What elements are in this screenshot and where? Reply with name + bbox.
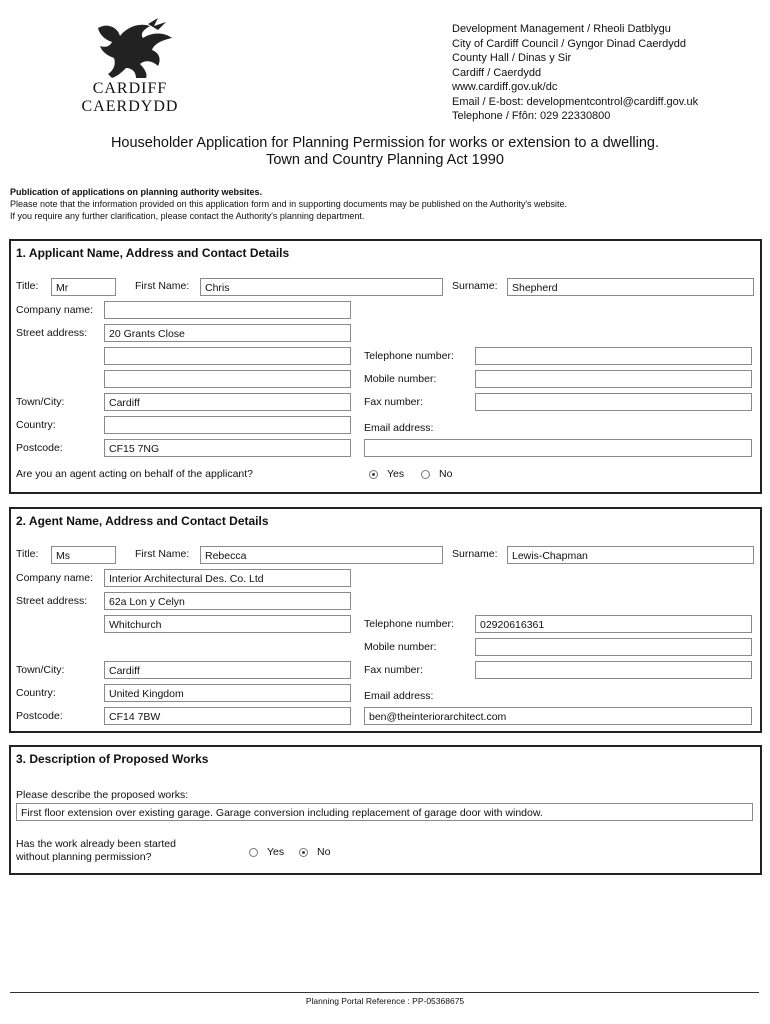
street-field-2[interactable]: Whitchurch bbox=[104, 615, 351, 633]
started-no-radio[interactable] bbox=[299, 848, 308, 857]
country-label: Country: bbox=[16, 419, 56, 431]
started-question-line: without planning permission? bbox=[16, 851, 152, 863]
notice-line: Please note that the information provided on this application form and in supporting documents may be published on the Authority's website. bbox=[10, 199, 568, 209]
logo-text-caerdydd: CAERDYDD bbox=[81, 98, 179, 115]
notice-line: If you require any further clarification, please contact the Authority's planning department. bbox=[10, 211, 365, 221]
form-title-line1: Householder Application for Planning Permission for works or extension to a dwelling. bbox=[110, 135, 660, 151]
describe-label: Please describe the proposed works: bbox=[16, 789, 189, 801]
started-no-label: No bbox=[317, 846, 331, 858]
agent-yes-label: Yes bbox=[387, 468, 405, 480]
started-yes-label: Yes bbox=[267, 846, 285, 858]
telephone-label: Telephone number: bbox=[364, 350, 454, 362]
form-title-line2: Town and Country Planning Act 1990 bbox=[266, 152, 504, 168]
street-field-2[interactable] bbox=[104, 347, 351, 365]
agent-section bbox=[9, 507, 762, 733]
first-name-label: First Name: bbox=[135, 280, 190, 292]
email-field[interactable] bbox=[364, 439, 752, 457]
street-label: Street address: bbox=[16, 595, 88, 607]
fax-label: Fax number: bbox=[364, 396, 423, 408]
mobile-label: Mobile number: bbox=[364, 373, 437, 385]
contact-line[interactable]: www.cardiff.gov.uk/dc bbox=[452, 81, 558, 93]
notice-heading: Publication of applications on planning authority websites. bbox=[10, 187, 263, 197]
town-field[interactable]: Cardiff bbox=[104, 393, 351, 411]
company-label: Company name: bbox=[16, 572, 94, 584]
contact-line: City of Cardiff Council / Gyngor Dinad Caerdydd bbox=[452, 37, 686, 50]
agent-question: Are you an agent acting on behalf of the applicant? bbox=[16, 468, 254, 480]
email-field[interactable]: ben@theinteriorarchitect.com bbox=[364, 707, 752, 725]
title-label: Title: bbox=[16, 280, 39, 292]
describe-field[interactable]: First floor extension over existing garage. Garage conversion including replacement of garage door with window. bbox=[16, 803, 753, 821]
fax-label: Fax number: bbox=[364, 664, 423, 676]
title-field[interactable]: Mr bbox=[51, 278, 116, 296]
agent-yes-radio[interactable] bbox=[369, 470, 378, 479]
section-title: 2. Agent Name, Address and Contact Details bbox=[16, 514, 269, 528]
started-yes-radio[interactable] bbox=[249, 848, 258, 857]
postcode-label: Postcode: bbox=[16, 710, 63, 722]
contact-line: Telephone / Ffôn: 029 22330800 bbox=[452, 110, 611, 122]
contact-line: Cardiff / Caerdydd bbox=[452, 66, 542, 79]
town-label: Town/City: bbox=[16, 396, 65, 408]
town-field[interactable]: Cardiff bbox=[104, 661, 351, 679]
portal-reference: Planning Portal Reference : PP-05368675 bbox=[305, 996, 465, 1006]
mobile-field[interactable] bbox=[475, 370, 752, 388]
street-field-1[interactable]: 20 Grants Close bbox=[104, 324, 351, 342]
mobile-field[interactable] bbox=[475, 638, 752, 656]
street-label: Street address: bbox=[16, 327, 88, 339]
fax-field[interactable] bbox=[475, 393, 752, 411]
fax-field[interactable] bbox=[475, 661, 752, 679]
email-label: Email address: bbox=[364, 422, 434, 434]
street-field-3[interactable] bbox=[104, 370, 351, 388]
council-logo bbox=[70, 18, 200, 118]
country-field[interactable]: United Kingdom bbox=[104, 684, 351, 702]
email-label: Email address: bbox=[364, 690, 434, 702]
telephone-field[interactable] bbox=[475, 347, 752, 365]
contact-details bbox=[452, 22, 698, 124]
contact-line[interactable]: Email / E-bost: developmentcontrol@cardiff.gov.uk bbox=[452, 95, 699, 108]
surname-label: Surname: bbox=[452, 280, 498, 292]
country-label: Country: bbox=[16, 687, 56, 699]
postcode-field[interactable]: CF14 7BW bbox=[104, 707, 351, 725]
section-title: 3. Description of Proposed Works bbox=[16, 752, 209, 766]
title-field[interactable]: Ms bbox=[51, 546, 116, 564]
contact-line: Development Management / Rheoli Datblygu bbox=[452, 23, 671, 35]
footer-divider bbox=[10, 992, 759, 993]
postcode-label: Postcode: bbox=[16, 442, 63, 454]
publication-notice bbox=[10, 186, 567, 222]
surname-label: Surname: bbox=[452, 548, 498, 560]
first-name-label: First Name: bbox=[135, 548, 190, 560]
telephone-field[interactable]: 02920616361 bbox=[475, 615, 752, 633]
logo-text-cardiff: CARDIFF bbox=[92, 80, 168, 97]
title-label: Title: bbox=[16, 548, 39, 560]
works-section bbox=[9, 745, 762, 875]
applicant-section bbox=[9, 239, 762, 494]
country-field[interactable] bbox=[104, 416, 351, 434]
mobile-label: Mobile number: bbox=[364, 641, 437, 653]
started-question-line: Has the work already been started bbox=[16, 838, 176, 850]
agent-no-radio[interactable] bbox=[421, 470, 430, 479]
contact-line: County Hall / Dinas y Sir bbox=[452, 52, 572, 64]
started-question bbox=[16, 838, 176, 864]
agent-no-label: No bbox=[439, 468, 453, 480]
telephone-label: Telephone number: bbox=[364, 618, 454, 630]
dragon-icon bbox=[88, 18, 178, 80]
surname-field[interactable]: Shepherd bbox=[507, 278, 754, 296]
first-name-field[interactable]: Rebecca bbox=[200, 546, 443, 564]
company-field[interactable] bbox=[104, 301, 351, 319]
surname-field[interactable]: Lewis-Chapman bbox=[507, 546, 754, 564]
street-field-1[interactable]: 62a Lon y Celyn bbox=[104, 592, 351, 610]
section-title: 1. Applicant Name, Address and Contact Details bbox=[16, 246, 290, 260]
company-field[interactable]: Interior Architectural Des. Co. Ltd bbox=[104, 569, 351, 587]
postcode-field[interactable]: CF15 7NG bbox=[104, 439, 351, 457]
first-name-field[interactable]: Chris bbox=[200, 278, 443, 296]
company-label: Company name: bbox=[16, 304, 94, 316]
town-label: Town/City: bbox=[16, 664, 65, 676]
form-title bbox=[0, 135, 770, 169]
